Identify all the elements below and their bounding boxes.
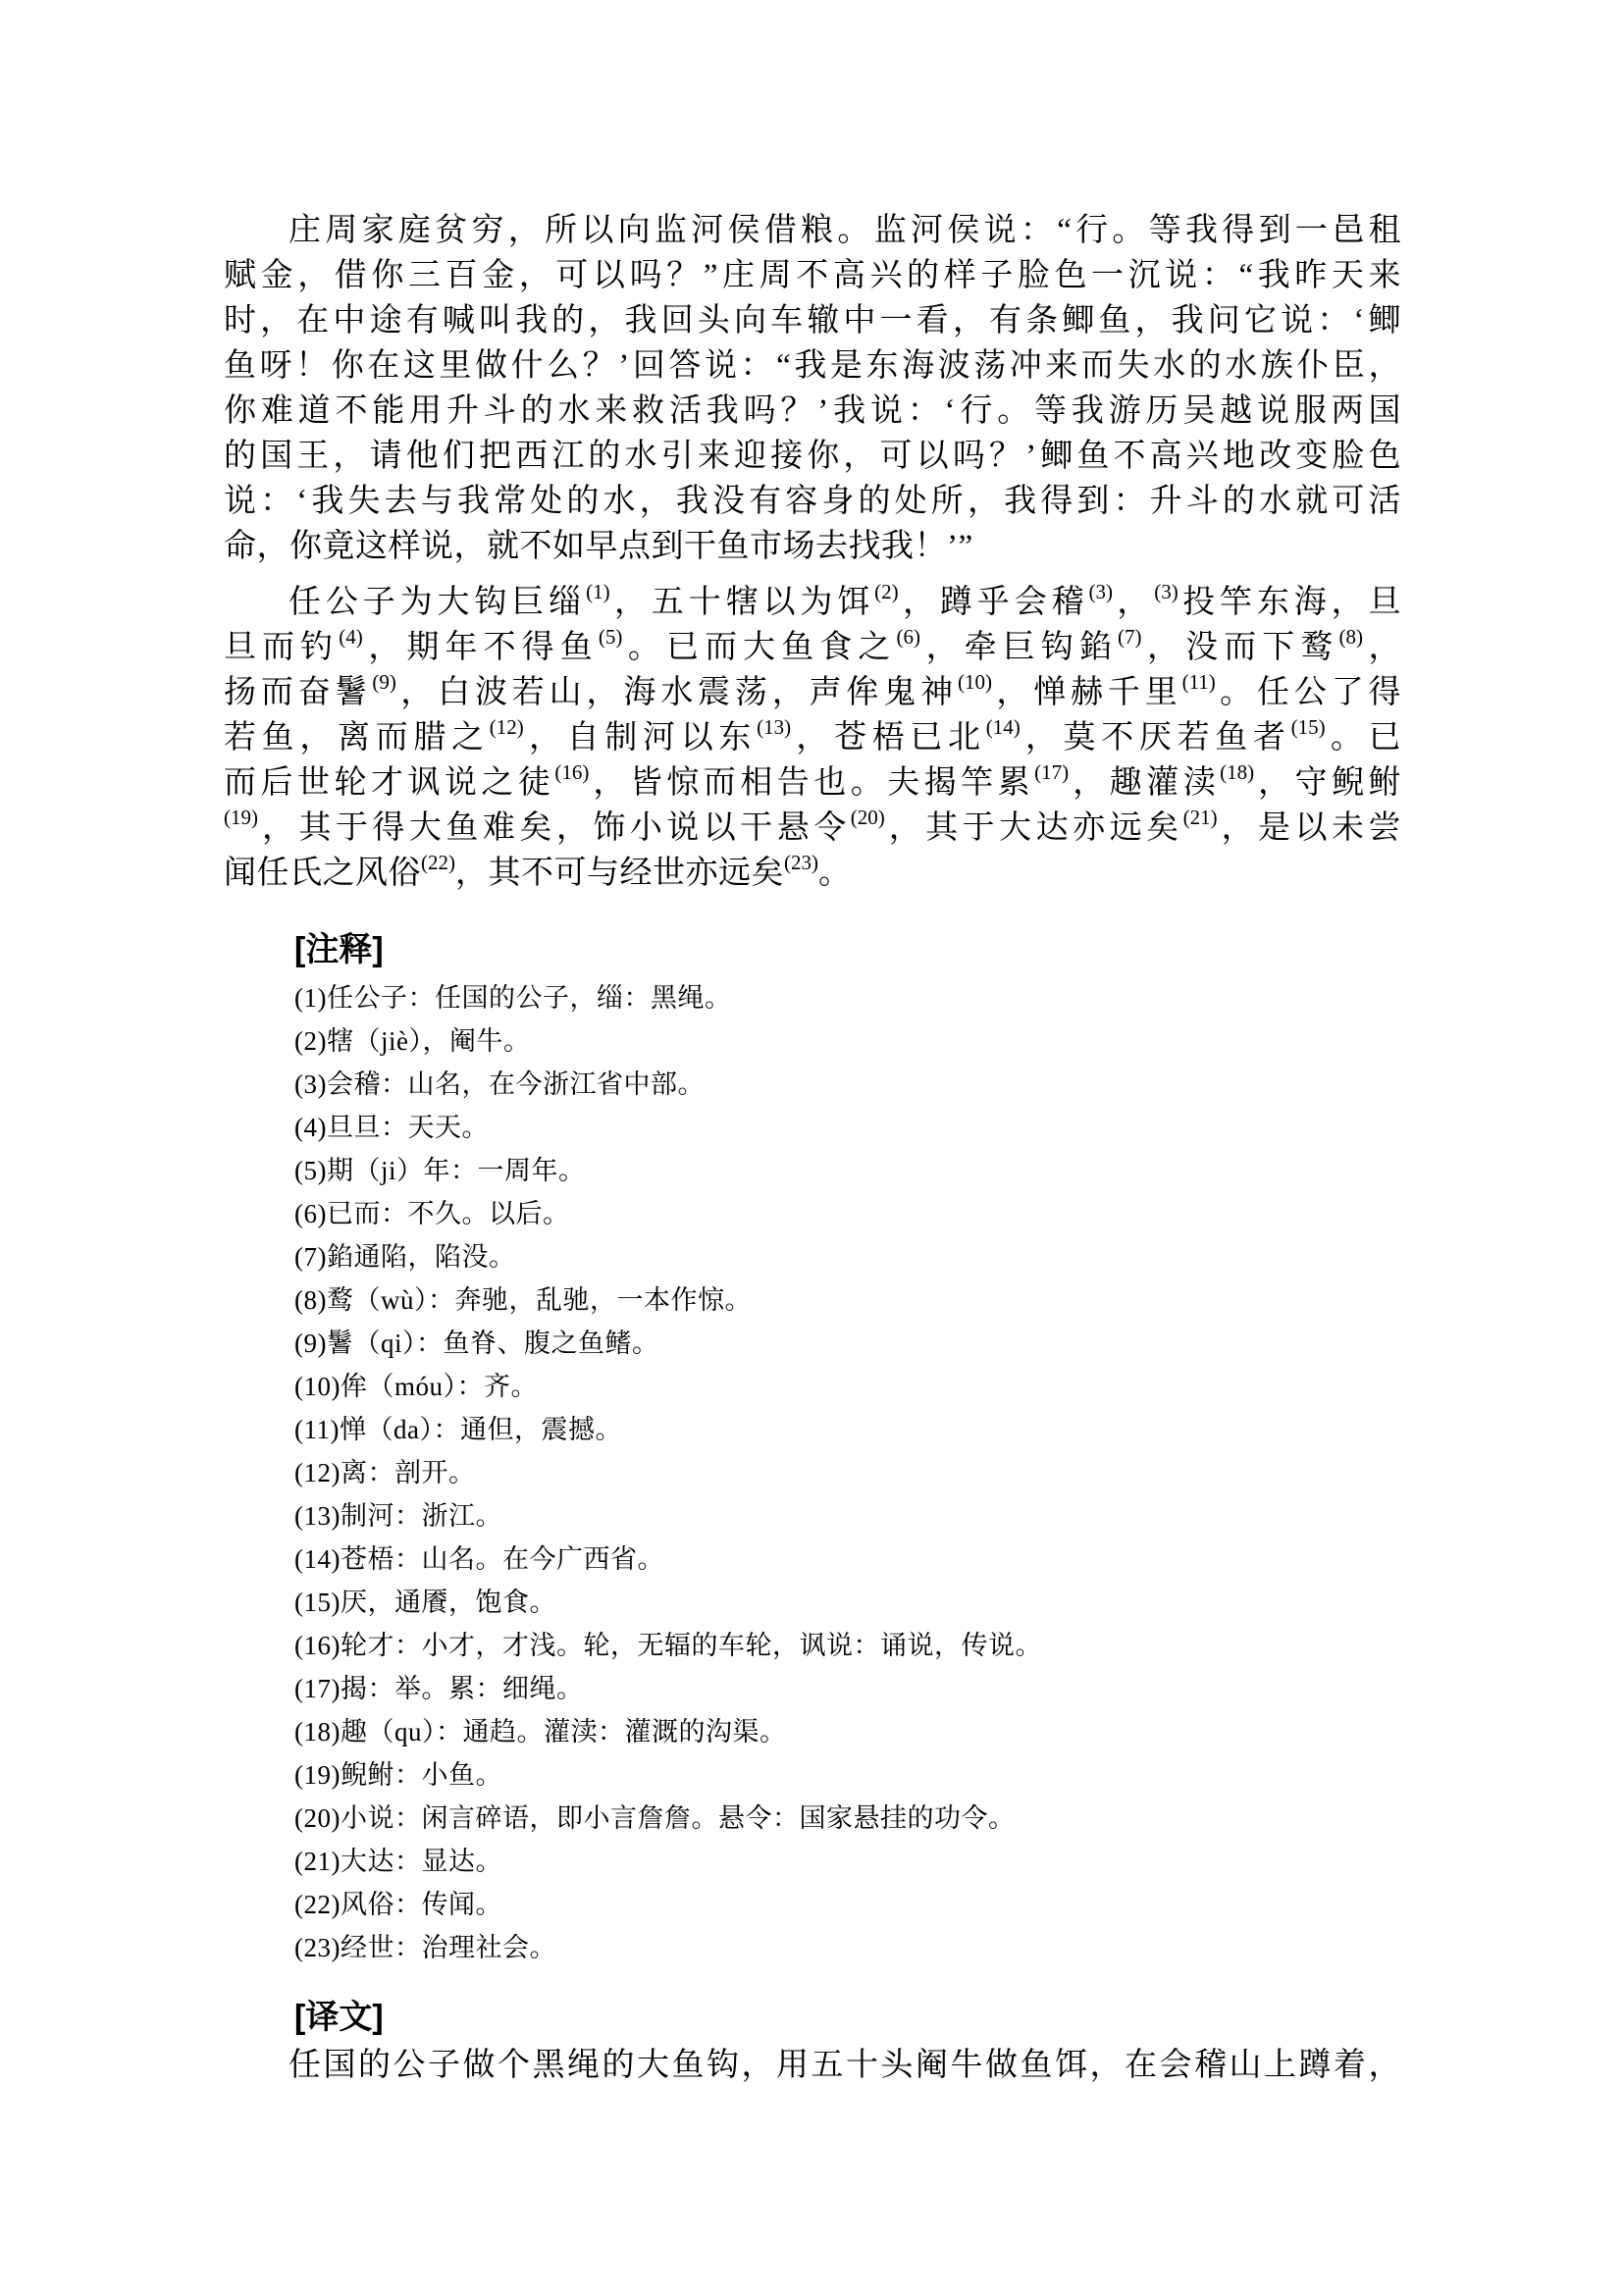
note-line: (5)期（ji）年：一周年。 [294, 1156, 586, 1185]
paragraph-line: 命，你竟这样说，就不如早点到干鱼市场去找我！’” [224, 529, 973, 564]
note-line: (2)犗（jiè），阉牛。 [294, 1026, 531, 1056]
note-line: (4)旦旦：天天。 [294, 1113, 489, 1142]
translation-text [224, 2043, 1401, 2088]
note-ref: (22) [421, 851, 455, 874]
note-ref: (3) [1154, 580, 1179, 603]
translation-line: 任国的公子做个黑绳的大鱼钩，用五十头阉牛做鱼饵，在会稽山上蹲着， [288, 2048, 1401, 2083]
main-text [224, 208, 1401, 2088]
note-line: (20)小说：闲言碎语，即小言詹詹。悬令：国家悬挂的功令。 [294, 1803, 1016, 1833]
note-ref: (1) [586, 580, 610, 603]
paragraph-line: 说：‘我失去与我常处的水，我没有容身的处所，我得到：升斗的水就可活 [224, 484, 1401, 519]
notes-list [294, 976, 1401, 1969]
paragraph-zhuangzhou [224, 208, 1401, 569]
paragraph-line: 你难道不能用升斗的水来救活我吗？’我说：‘行。等我游历吴越说服两国 [224, 393, 1401, 429]
note-ref: (6) [896, 625, 920, 649]
note-ref: (19) [224, 806, 258, 829]
paragraph-line: 赋金，借你三百金，可以吗？”庄周不高兴的样子脸色一沉说：“我昨天来 [224, 258, 1401, 293]
note-line: (22)风俗：传闻。 [294, 1890, 502, 1919]
paragraph-line: 任公子为大钩巨缁$^{(1)}$，五十犗以为饵$^{(2)}$，蹲乎会稽$^{(3)}$，$^{(3)}$投竿东海，旦 [288, 580, 1402, 620]
note-line: (17)揭：举。累：细绳。 [294, 1674, 584, 1703]
note-ref: (9) [372, 670, 396, 694]
note-ref: (5) [598, 625, 623, 649]
note-line: (11)惮（da）：通但，震撼。 [294, 1415, 622, 1444]
note-line: (8)鹜（wù）：奔驰，乱驰，一本作惊。 [294, 1285, 752, 1315]
note-line: (15)厌，通餍，饱食。 [294, 1588, 556, 1617]
note-line: (7)錎通陷，陷没。 [294, 1242, 516, 1272]
note-line: (1)任公子：任国的公子，缁：黑绳。 [294, 983, 732, 1013]
note-ref: (3) [1088, 580, 1113, 603]
note-ref: (13) [757, 715, 792, 739]
paragraph-line: 若鱼，离而腊之$^{(12)}$，自制河以东$^{(13)}$，苍梧已北$^{(14)}$，莫不厌若鱼者$^{(15)}$。已 [224, 715, 1402, 756]
paragraph-line: 庄周家庭贫穷，所以向监河侯借粮。监河侯说：“行。等我得到一邑租 [288, 213, 1401, 248]
note-ref: (7) [1117, 625, 1142, 649]
note-ref: (4) [339, 625, 363, 649]
note-ref: (16) [554, 760, 590, 784]
note-line: (18)趣（qu）：通趋。灌渎：灌溉的沟渠。 [294, 1717, 787, 1747]
note-ref: (10) [957, 670, 992, 694]
note-line: (16)轮才：小才，才浅。轮，无辐的车轮，讽说：诵说，传说。 [294, 1631, 1042, 1660]
translation-section-title: [译文] [294, 1999, 384, 2036]
notes-section-title: [注释] [294, 931, 384, 968]
paragraph-rengongzi [224, 569, 1402, 891]
note-ref: (20) [850, 806, 885, 829]
note-ref: (21) [1182, 806, 1218, 829]
paragraph-line: $^{(19)}$，其于得大鱼难矣，饰小说以干悬令$^{(20)}$，其于大达亦远矣$^{(21)}$，是以未尝 [224, 806, 1402, 846]
paragraph-line: 旦而钓$^{(4)}$，期年不得鱼$^{(5)}$。已而大鱼食之$^{(6)}$，牵巨钩錎$^{(7)}$，没而下鹜$^{(8)}$， [224, 625, 1402, 665]
note-ref: (14) [985, 715, 1021, 739]
note-ref: (8) [1338, 625, 1363, 649]
note-ref: (18) [1220, 760, 1255, 784]
paragraph-line: 扬而奋鬐$^{(9)}$，白波若山，海水震荡，声侔鬼神$^{(10)}$，惮赫千里$^{(11)}$。任公了得 [224, 670, 1402, 710]
paragraph-line: 的国王，请他们把西江的水引来迎接你，可以吗？’鲫鱼不高兴地改变脸色 [224, 439, 1401, 474]
note-line: (19)鲵鲋：小鱼。 [294, 1760, 502, 1790]
note-line: (3)会稽：山名，在今浙江省中部。 [294, 1069, 705, 1099]
note-ref: (2) [874, 580, 899, 603]
note-line: (12)离：剖开。 [294, 1458, 476, 1487]
note-ref: (15) [1290, 715, 1326, 739]
note-line: (10)侔（móu）：齐。 [294, 1372, 538, 1401]
paragraph-line: 时，在中途有喊叫我的，我回头向车辙中一看，有条鲫鱼，我问它说：‘鲫 [224, 303, 1401, 339]
note-line: (14)苍梧：山名。在今广西省。 [294, 1544, 664, 1574]
note-line: (21)大达：显达。 [294, 1847, 502, 1876]
paragraph-line: 闻任氏之风俗$^{(22)}$，其不可与经世亦远矣$^{(23)}$。 [224, 851, 852, 891]
paragraph-line: 鱼呀！你在这里做什么？’回答说：“我是东海波荡冲来而失水的水族仆臣， [224, 348, 1401, 384]
note-ref: (23) [784, 851, 818, 874]
note-line: (6)已而：不久。以后。 [294, 1199, 570, 1228]
note-ref: (17) [1034, 760, 1070, 784]
paragraph-line: 而后世轮才讽说之徒$^{(16)}$，皆惊而相告也。夫揭竿累$^{(17)}$，趣灌渎$^{(18)}$，守鲵鲋 [224, 760, 1402, 801]
note-line: (23)经世：治理社会。 [294, 1933, 556, 1962]
note-line: (9)鬐（qi）：鱼脊、腹之鱼鳍。 [294, 1329, 659, 1358]
note-line: (13)制河：浙江。 [294, 1501, 502, 1531]
note-ref: (12) [489, 715, 524, 739]
note-ref: (11) [1181, 670, 1216, 694]
